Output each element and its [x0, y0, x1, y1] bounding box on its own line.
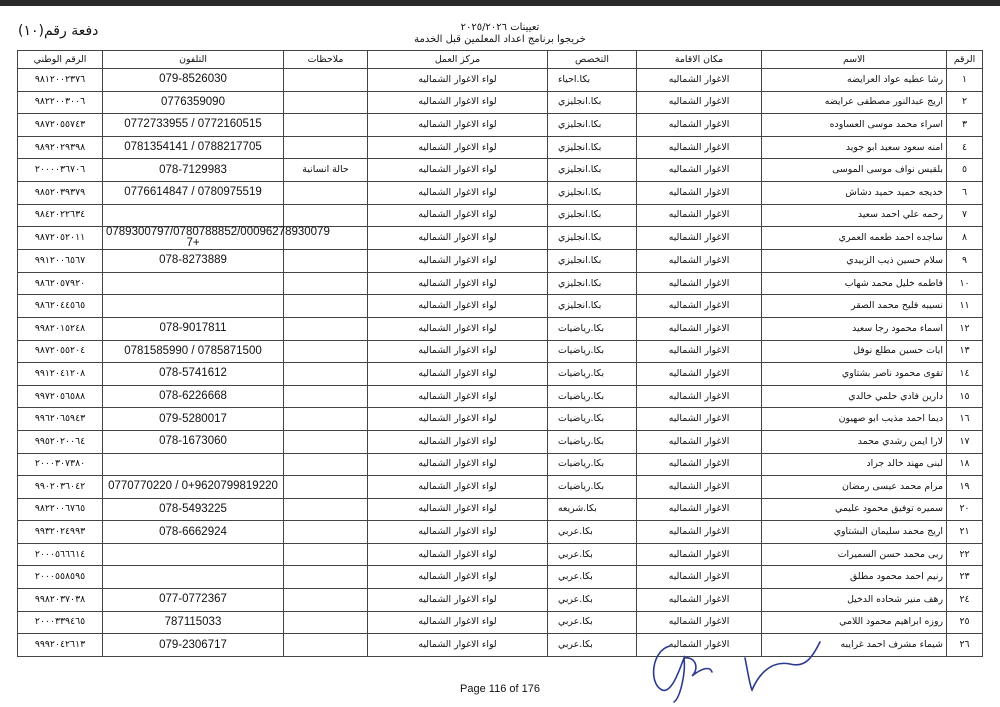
- cell-phone: 0789300797/0780788852/00096278930079 7+: [103, 227, 284, 250]
- cell-specialty: بكا.عربي: [548, 521, 637, 544]
- table-row: [18, 566, 983, 589]
- cell-num: ٧: [947, 204, 983, 227]
- cell-name: سميره توفيق محمود عليمي: [762, 498, 947, 521]
- cell-num: ٥: [947, 159, 983, 182]
- cell-work-center: لواء الاغوار الشماليه: [368, 340, 548, 363]
- cell-phone: [103, 453, 284, 476]
- header-num: الرقم: [947, 51, 983, 69]
- cell-work-center: لواء الاغوار الشماليه: [368, 543, 548, 566]
- cell-notes: [284, 634, 368, 657]
- cell-num: ١٧: [947, 430, 983, 453]
- cell-phone: 077-0772367: [103, 589, 284, 612]
- cell-num: ٢: [947, 91, 983, 114]
- table-row: [18, 227, 983, 250]
- cell-residence: الاغوار الشماليه: [637, 204, 762, 227]
- cell-notes: [284, 363, 368, 386]
- cell-work-center: لواء الاغوار الشماليه: [368, 91, 548, 114]
- cell-residence: الاغوار الشماليه: [637, 611, 762, 634]
- header-notes: ملاحظات: [284, 51, 368, 69]
- table-row: [18, 476, 983, 499]
- cell-phone: [103, 204, 284, 227]
- cell-national-id: ٩٨٩٢٠٢٩٣٩٨: [18, 136, 103, 159]
- cell-name: ايات حسين مطلع نوفل: [762, 340, 947, 363]
- cell-name: رحمه علي احمد سعيد: [762, 204, 947, 227]
- cell-work-center: لواء الاغوار الشماليه: [368, 611, 548, 634]
- cell-phone: 078-5741612: [103, 363, 284, 386]
- cell-national-id: ٩٩٩٢٠٤٢٦١٣: [18, 634, 103, 657]
- cell-num: ٢٠: [947, 498, 983, 521]
- cell-notes: [284, 543, 368, 566]
- cell-phone: 0770770220 / 0+9620799819220: [103, 476, 284, 499]
- cell-specialty: بكا.عربي: [548, 634, 637, 657]
- cell-residence: الاغوار الشماليه: [637, 91, 762, 114]
- cell-notes: [284, 114, 368, 137]
- cell-name: ديما احمد مذيب ابو صهيون: [762, 408, 947, 431]
- cell-name: مرام محمد عيسى رمضان: [762, 476, 947, 499]
- table-row: [18, 295, 983, 318]
- header-residence: مكان الاقامة: [637, 51, 762, 69]
- cell-residence: الاغوار الشماليه: [637, 408, 762, 431]
- cell-residence: الاغوار الشماليه: [637, 385, 762, 408]
- cell-work-center: لواء الاغوار الشماليه: [368, 295, 548, 318]
- cell-num: ٩: [947, 250, 983, 273]
- cell-phone: 0776614847 / 0780975519: [103, 181, 284, 204]
- cell-num: ٢٤: [947, 589, 983, 612]
- cell-residence: الاغوار الشماليه: [637, 295, 762, 318]
- cell-specialty: بكا.انجليزي: [548, 114, 637, 137]
- cell-notes: [284, 91, 368, 114]
- table-row: [18, 498, 983, 521]
- cell-notes: [284, 136, 368, 159]
- cell-name: اسراء محمد موسى العساوده: [762, 114, 947, 137]
- header-phone: التلفون: [103, 51, 284, 69]
- cell-notes: [284, 566, 368, 589]
- cell-work-center: لواء الاغوار الشماليه: [368, 227, 548, 250]
- cell-name: نسيبه فليح محمد الصقر: [762, 295, 947, 318]
- cell-num: ١٩: [947, 476, 983, 499]
- cell-national-id: ٩٩١٢٠٠٦٥٦٧: [18, 250, 103, 273]
- cell-residence: الاغوار الشماليه: [637, 363, 762, 386]
- cell-national-id: ٩٩١٢٠٤١٢٠٨: [18, 363, 103, 386]
- cell-national-id: ٩٨١٢٠٠٢٣٧٦: [18, 69, 103, 92]
- table-body: [18, 69, 983, 657]
- cell-num: ١: [947, 69, 983, 92]
- cell-work-center: لواء الاغوار الشماليه: [368, 159, 548, 182]
- cell-num: ٨: [947, 227, 983, 250]
- cell-name: رهف منير شحاده الدخيل: [762, 589, 947, 612]
- cell-work-center: لواء الاغوار الشماليه: [368, 476, 548, 499]
- cell-residence: الاغوار الشماليه: [637, 181, 762, 204]
- cell-notes: [284, 69, 368, 92]
- cell-specialty: بكا.انجليزي: [548, 204, 637, 227]
- cell-notes: [284, 430, 368, 453]
- cell-phone: [103, 566, 284, 589]
- cell-name: ساجده احمد طعمه العمري: [762, 227, 947, 250]
- cell-name: بلقيس نواف موسى الموسى: [762, 159, 947, 182]
- cell-num: ١٨: [947, 453, 983, 476]
- cell-phone: 078-6226668: [103, 385, 284, 408]
- cell-name: اسماء محمود رجا سعيد: [762, 317, 947, 340]
- cell-work-center: لواء الاغوار الشماليه: [368, 589, 548, 612]
- cell-num: ٦: [947, 181, 983, 204]
- table-row: [18, 340, 983, 363]
- cell-num: ١٤: [947, 363, 983, 386]
- cell-num: ٢٥: [947, 611, 983, 634]
- cell-residence: الاغوار الشماليه: [637, 227, 762, 250]
- cell-residence: الاغوار الشماليه: [637, 634, 762, 657]
- table-row: [18, 114, 983, 137]
- document-title: تعيينات ٢٠٢٥/٢٠٢٦: [460, 22, 540, 33]
- cell-phone: 079-5280017: [103, 408, 284, 431]
- header-name: الاسم: [762, 51, 947, 69]
- cell-name: امنه سعود سعيد ابو جويد: [762, 136, 947, 159]
- cell-national-id: ٩٨٧٢٠٥٥٢٠٤: [18, 340, 103, 363]
- cell-specialty: بكا.رياضيات: [548, 340, 637, 363]
- cell-specialty: بكا.انجليزي: [548, 136, 637, 159]
- cell-residence: الاغوار الشماليه: [637, 250, 762, 273]
- cell-name: شيماء مشرف احمد غرايبه: [762, 634, 947, 657]
- cell-notes: [284, 204, 368, 227]
- cell-specialty: بكا.احياء: [548, 69, 637, 92]
- cell-specialty: بكا.عربي: [548, 611, 637, 634]
- cell-notes: [284, 453, 368, 476]
- cell-specialty: بكا.عربي: [548, 589, 637, 612]
- table-row: [18, 385, 983, 408]
- cell-num: ٢٦: [947, 634, 983, 657]
- scan-top-edge: [0, 0, 1000, 6]
- cell-work-center: لواء الاغوار الشماليه: [368, 521, 548, 544]
- cell-num: ٢٢: [947, 543, 983, 566]
- cell-work-center: لواء الاغوار الشماليه: [368, 385, 548, 408]
- cell-residence: الاغوار الشماليه: [637, 114, 762, 137]
- cell-phone: 0781585990 / 0785871500: [103, 340, 284, 363]
- cell-work-center: لواء الاغوار الشماليه: [368, 430, 548, 453]
- cell-notes: [284, 295, 368, 318]
- cell-notes: [284, 498, 368, 521]
- page-number: Page 116 of 176: [460, 683, 540, 695]
- cell-work-center: لواء الاغوار الشماليه: [368, 136, 548, 159]
- cell-phone: [103, 543, 284, 566]
- cell-phone: 078-1673060: [103, 430, 284, 453]
- cell-national-id: ٩٩٦٢٠٦٥٩٤٣: [18, 408, 103, 431]
- table-row: [18, 543, 983, 566]
- cell-phone: 0776359090: [103, 91, 284, 114]
- cell-notes: [284, 181, 368, 204]
- table-header-row: [18, 51, 983, 69]
- cell-num: ٢١: [947, 521, 983, 544]
- cell-work-center: لواء الاغوار الشماليه: [368, 272, 548, 295]
- table-row: [18, 453, 983, 476]
- cell-phone: 0772733955 / 0772160515: [103, 114, 284, 137]
- cell-national-id: ٩٩٨٢٠١٥٢٤٨: [18, 317, 103, 340]
- cell-work-center: لواء الاغوار الشماليه: [368, 69, 548, 92]
- cell-name: لارا ايمن رشدي محمد: [762, 430, 947, 453]
- cell-phone: 078-9017811: [103, 317, 284, 340]
- cell-notes: [284, 611, 368, 634]
- cell-specialty: بكا.رياضيات: [548, 408, 637, 431]
- table-row: [18, 317, 983, 340]
- cell-residence: الاغوار الشماليه: [637, 543, 762, 566]
- cell-work-center: لواء الاغوار الشماليه: [368, 566, 548, 589]
- cell-num: ١٣: [947, 340, 983, 363]
- cell-specialty: بكا.انجليزي: [548, 91, 637, 114]
- cell-phone: 0781354141 / 0788217705: [103, 136, 284, 159]
- cell-residence: الاغوار الشماليه: [637, 476, 762, 499]
- table-row: [18, 521, 983, 544]
- cell-national-id: ٩٩٣٢٠٢٤٩٩٣: [18, 521, 103, 544]
- cell-name: تقوى محمود ناصر بشتاوي: [762, 363, 947, 386]
- cell-name: دارين فادي حلمي خالدي: [762, 385, 947, 408]
- cell-phone: [103, 272, 284, 295]
- cell-national-id: ٩٨٥٢٠٣٩٣٧٩: [18, 181, 103, 204]
- cell-phone: 078-6662924: [103, 521, 284, 544]
- cell-num: ١٦: [947, 408, 983, 431]
- table-row: [18, 91, 983, 114]
- cell-specialty: بكا.رياضيات: [548, 430, 637, 453]
- cell-national-id: ٩٩٠٢٠٣٦٠٤٢: [18, 476, 103, 499]
- cell-national-id: ٩٨٦٢٠٤٤٥٦٥: [18, 295, 103, 318]
- cell-name: فاطمه خليل محمد شهاب: [762, 272, 947, 295]
- cell-national-id: ٩٨٤٢٠٢٢٦٣٤: [18, 204, 103, 227]
- cell-residence: الاغوار الشماليه: [637, 340, 762, 363]
- cell-name: روزه ابراهيم محمود اللامي: [762, 611, 947, 634]
- cell-residence: الاغوار الشماليه: [637, 498, 762, 521]
- cell-work-center: لواء الاغوار الشماليه: [368, 181, 548, 204]
- cell-notes: [284, 589, 368, 612]
- cell-notes: [284, 340, 368, 363]
- cell-phone: 078-5493225: [103, 498, 284, 521]
- cell-phone: 787115033: [103, 611, 284, 634]
- cell-work-center: لواء الاغوار الشماليه: [368, 204, 548, 227]
- cell-specialty: بكا.انجليزي: [548, 159, 637, 182]
- cell-name: اريج محمد سليمان البشتاوي: [762, 521, 947, 544]
- cell-national-id: ٢٠٠٠٥٥٨٥٩٥: [18, 566, 103, 589]
- cell-residence: الاغوار الشماليه: [637, 317, 762, 340]
- table-row: [18, 181, 983, 204]
- cell-residence: الاغوار الشماليه: [637, 69, 762, 92]
- cell-name: رنيم احمد محمود مطلق: [762, 566, 947, 589]
- cell-residence: الاغوار الشماليه: [637, 159, 762, 182]
- table-row: [18, 589, 983, 612]
- cell-national-id: ٢٠٠٠٥٦٦٦١٤: [18, 543, 103, 566]
- cell-specialty: بكا.انجليزي: [548, 250, 637, 273]
- cell-phone: 078-7129983: [103, 159, 284, 182]
- cell-residence: الاغوار الشماليه: [637, 521, 762, 544]
- table-row: [18, 204, 983, 227]
- cell-name: لبنى مهند خالد جراد: [762, 453, 947, 476]
- cell-specialty: بكا.رياضيات: [548, 363, 637, 386]
- cell-national-id: ٩٩٥٢٠٢٠٠٦٤: [18, 430, 103, 453]
- table-row: [18, 408, 983, 431]
- table-row: [18, 363, 983, 386]
- cell-num: ٤: [947, 136, 983, 159]
- cell-national-id: ٩٩٨٢٠٣٧٠٣٨: [18, 589, 103, 612]
- header-specialty: التخصص: [548, 51, 637, 69]
- header-national-id: الرقم الوطني: [18, 51, 103, 69]
- cell-num: ١٢: [947, 317, 983, 340]
- cell-specialty: بكا.عربي: [548, 543, 637, 566]
- cell-num: ١١: [947, 295, 983, 318]
- table-row: [18, 272, 983, 295]
- cell-notes: [284, 250, 368, 273]
- cell-specialty: بكا.رياضيات: [548, 476, 637, 499]
- cell-specialty: بكا.انجليزي: [548, 181, 637, 204]
- cell-name: اريج عبدالنور مصطفى عرايضه: [762, 91, 947, 114]
- table-row: [18, 250, 983, 273]
- cell-national-id: ٢٠٠٠٠٣٦٧٠٦: [18, 159, 103, 182]
- cell-work-center: لواء الاغوار الشماليه: [368, 114, 548, 137]
- cell-national-id: ٢٠٠٠٣٠٧٣٨٠: [18, 453, 103, 476]
- cell-work-center: لواء الاغوار الشماليه: [368, 250, 548, 273]
- cell-specialty: بكا.انجليزي: [548, 272, 637, 295]
- table-row: [18, 430, 983, 453]
- cell-name: خديجه حميد حميد دشاش: [762, 181, 947, 204]
- cell-phone: 078-8273889: [103, 250, 284, 273]
- cell-residence: الاغوار الشماليه: [637, 589, 762, 612]
- cell-specialty: بكا.عربي: [548, 566, 637, 589]
- document-subtitle: خريجوا برنامج اعداد المعلمين قبل الخدمة: [414, 34, 586, 45]
- cell-name: رشا عطيه عواد العرايضه: [762, 69, 947, 92]
- header-work-center: مركز العمل: [368, 51, 548, 69]
- cell-notes: [284, 385, 368, 408]
- cell-specialty: بكا.رياضيات: [548, 453, 637, 476]
- cell-national-id: ٩٨٧٢٠٥٥٧٤٣: [18, 114, 103, 137]
- cell-work-center: لواء الاغوار الشماليه: [368, 317, 548, 340]
- cell-work-center: لواء الاغوار الشماليه: [368, 453, 548, 476]
- batch-number: دفعة رقم(١٠): [18, 23, 99, 39]
- cell-notes: حالة انسانية: [284, 159, 368, 182]
- cell-num: ٣: [947, 114, 983, 137]
- cell-name: ربى محمد حسن السميرات: [762, 543, 947, 566]
- cell-residence: الاغوار الشماليه: [637, 272, 762, 295]
- cell-national-id: ٩٨٧٢٠٥٢٠١١: [18, 227, 103, 250]
- cell-notes: [284, 521, 368, 544]
- cell-work-center: لواء الاغوار الشماليه: [368, 498, 548, 521]
- cell-specialty: بكا.انجليزي: [548, 227, 637, 250]
- cell-num: ٢٣: [947, 566, 983, 589]
- cell-residence: الاغوار الشماليه: [637, 566, 762, 589]
- cell-national-id: ٩٨٦٢٠٥٧٩٢٠: [18, 272, 103, 295]
- cell-specialty: بكا.شريعه: [548, 498, 637, 521]
- cell-num: ١٠: [947, 272, 983, 295]
- cell-specialty: بكا.انجليزي: [548, 295, 637, 318]
- cell-national-id: ٩٨٢٢٠٠٦٧٦٥: [18, 498, 103, 521]
- cell-work-center: لواء الاغوار الشماليه: [368, 408, 548, 431]
- cell-residence: الاغوار الشماليه: [637, 136, 762, 159]
- cell-name: سلام حسين ذيب الزبيدي: [762, 250, 947, 273]
- cell-notes: [284, 408, 368, 431]
- cell-notes: [284, 476, 368, 499]
- table-row: [18, 136, 983, 159]
- cell-national-id: ٩٨٢٢٠٠٣٠٠٦: [18, 91, 103, 114]
- cell-national-id: ٩٩٧٢٠٥٦٥٨٨: [18, 385, 103, 408]
- table-row: [18, 159, 983, 182]
- appointments-table: [17, 50, 983, 657]
- cell-specialty: بكا.رياضيات: [548, 317, 637, 340]
- cell-specialty: بكا.رياضيات: [548, 385, 637, 408]
- cell-phone: 079-2306717: [103, 634, 284, 657]
- cell-residence: الاغوار الشماليه: [637, 430, 762, 453]
- cell-notes: [284, 272, 368, 295]
- table-row: [18, 69, 983, 92]
- cell-work-center: لواء الاغوار الشماليه: [368, 363, 548, 386]
- cell-phone: [103, 295, 284, 318]
- cell-national-id: ٢٠٠٠٣٣٩٤٦٥: [18, 611, 103, 634]
- cell-work-center: لواء الاغوار الشماليه: [368, 634, 548, 657]
- cell-notes: [284, 317, 368, 340]
- cell-residence: الاغوار الشماليه: [637, 453, 762, 476]
- cell-phone: 079-8526030: [103, 69, 284, 92]
- cell-num: ١٥: [947, 385, 983, 408]
